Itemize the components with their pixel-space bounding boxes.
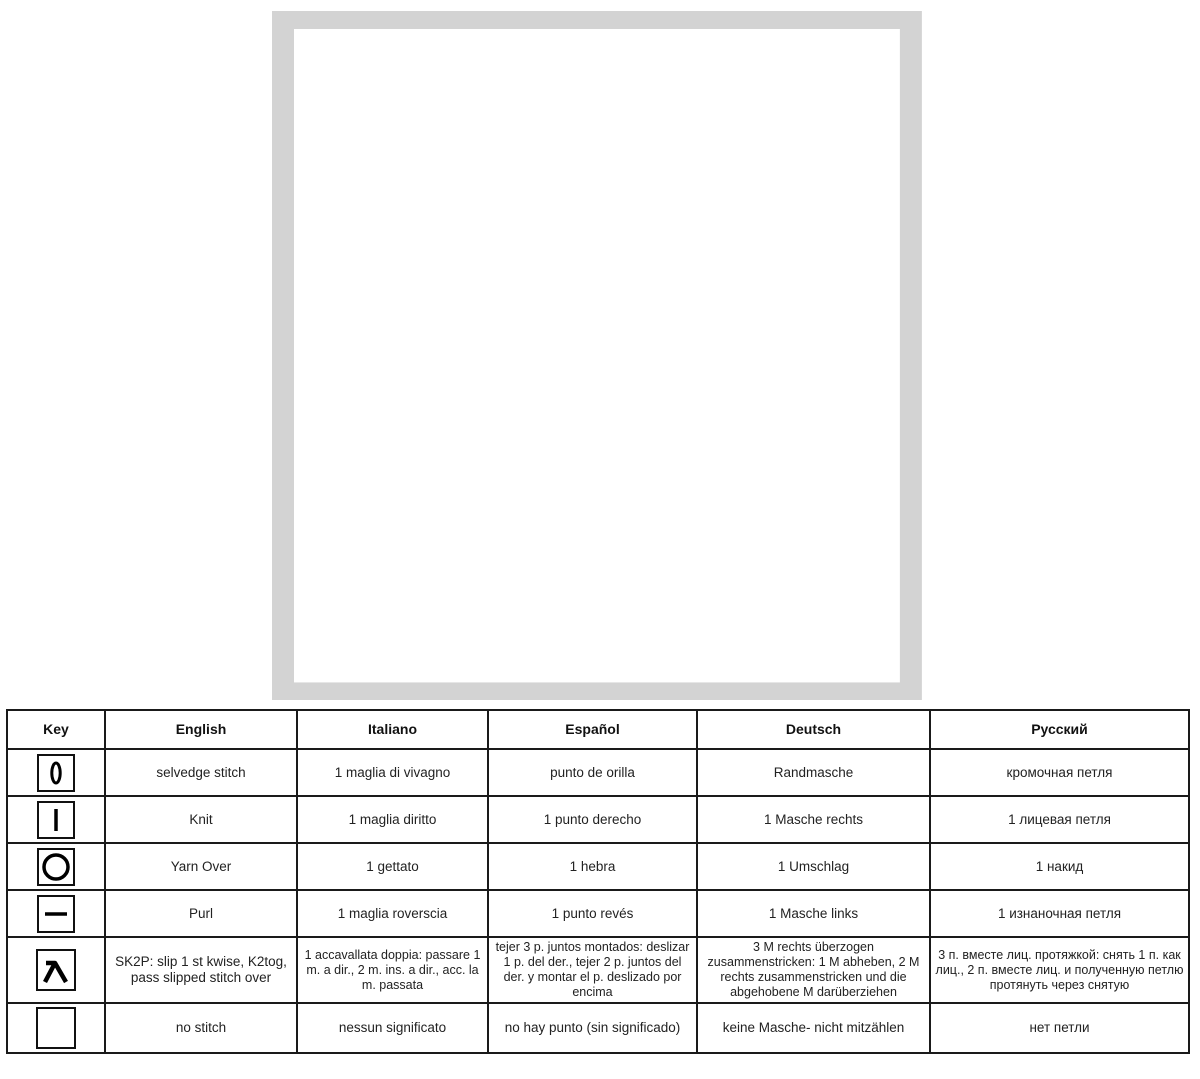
cell-english: no stitch xyxy=(105,1003,297,1053)
cell-italiano: 1 accavallata doppia: passare 1 m. a dir., 2 m. ins. a dir., acc. la m. passata xyxy=(297,937,488,1003)
key-table xyxy=(6,709,1190,1054)
cell-italiano: 1 maglia roverscia xyxy=(297,890,488,937)
cell-deutsch: keine Masche- nicht mitzählen xyxy=(697,1003,930,1053)
table-row xyxy=(7,749,1189,796)
header-russkiy: Русский xyxy=(930,710,1189,749)
cell-italiano: nessun significato xyxy=(297,1003,488,1053)
cell-espanol: punto de orilla xyxy=(488,749,697,796)
selvedge-icon xyxy=(37,754,75,792)
cell-english: selvedge stitch xyxy=(105,749,297,796)
cell-russkiy: 1 накид xyxy=(930,843,1189,890)
cell-espanol: 1 punto derecho xyxy=(488,796,697,843)
chart-field xyxy=(294,29,900,682)
table-row xyxy=(7,796,1189,843)
cell-english: Purl xyxy=(105,890,297,937)
key-table-header xyxy=(7,710,1189,749)
header-italiano: Italiano xyxy=(297,710,488,749)
cell-espanol: 1 hebra xyxy=(488,843,697,890)
cell-russkiy: 1 изнаночная петля xyxy=(930,890,1189,937)
cell-deutsch: 1 Masche links xyxy=(697,890,930,937)
cell-russkiy: 1 лицевая петля xyxy=(930,796,1189,843)
cell-russkiy: кромочная петля xyxy=(930,749,1189,796)
table-row xyxy=(7,937,1189,1003)
cell-italiano: 1 maglia di vivagno xyxy=(297,749,488,796)
yarn-over-icon xyxy=(37,848,75,886)
cell-english: SK2P: slip 1 st kwise, K2tog, pass slipped stitch over xyxy=(105,937,297,1003)
cell-italiano: 1 maglia diritto xyxy=(297,796,488,843)
no-stitch-icon xyxy=(36,1007,76,1049)
cell-english: Yarn Over xyxy=(105,843,297,890)
cell-espanol: tejer 3 p. juntos montados: deslizar 1 p. del der., tejer 2 p. juntos del der. y montar el p. deslizado por encima xyxy=(488,937,697,1003)
header-english: English xyxy=(105,710,297,749)
cell-deutsch: 3 M rechts überzogen zusammenstricken: 1 M abheben, 2 M rechts zusammenstricken und die abgehobene M darüberziehen xyxy=(697,937,930,1003)
header-espanol: Español xyxy=(488,710,697,749)
header-deutsch: Deutsch xyxy=(697,710,930,749)
purl-icon xyxy=(37,895,75,933)
chart-grid xyxy=(272,11,922,700)
cell-deutsch: 1 Umschlag xyxy=(697,843,930,890)
cell-russkiy: 3 п. вместе лиц. протяжкой: снять 1 п. как лиц., 2 п. вместе лиц. и полученную петлю протянуть через снятую xyxy=(930,937,1189,1003)
cell-italiano: 1 gettato xyxy=(297,843,488,890)
cell-espanol: 1 punto revés xyxy=(488,890,697,937)
table-row xyxy=(7,890,1189,937)
cell-russkiy: нет петли xyxy=(930,1003,1189,1053)
cell-espanol: no hay punto (sin significado) xyxy=(488,1003,697,1053)
cell-english: Knit xyxy=(105,796,297,843)
cell-deutsch: Randmasche xyxy=(697,749,930,796)
sk2p-icon xyxy=(36,949,76,991)
header-key: Key xyxy=(7,710,105,749)
cell-deutsch: 1 Masche rechts xyxy=(697,796,930,843)
table-row xyxy=(7,1003,1189,1053)
table-row xyxy=(7,843,1189,890)
knit-icon xyxy=(37,801,75,839)
